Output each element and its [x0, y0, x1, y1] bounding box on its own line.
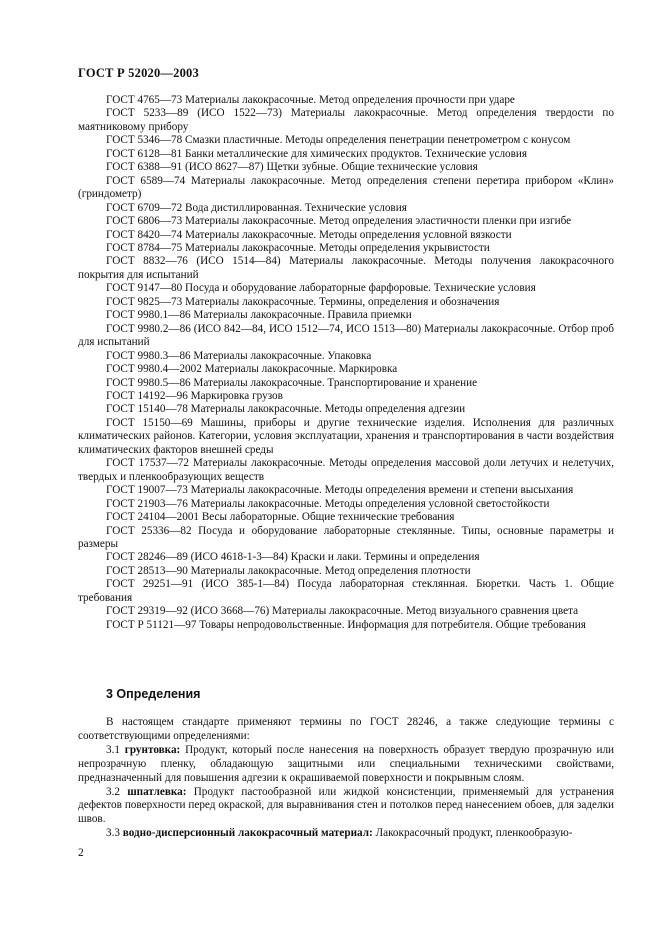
reference-item: ГОСТ 15150—69 Машины, приборы и другие технические изделия. Исполнения для различных климатических районов. Категории, условия эксплуатации, хранения и транспортирования в части воздействия климатических факторов внешней среды — [78, 416, 614, 456]
reference-item: ГОСТ 6589—74 Материалы лакокрасочные. Метод определения степени перетира прибором «Клин» (гриндометр) — [78, 174, 614, 201]
reference-item: ГОСТ 25336—82 Посуда и оборудование лабораторные стеклянные. Типы, основные параметры и размеры — [78, 524, 614, 550]
reference-item: ГОСТ 28246—89 (ИСО 4618-1-3—84) Краски и лаки. Термины и определения — [106, 551, 480, 564]
section-intro: В настоящем стандарте применяют термины по ГОСТ 28246, а также следующие термины с соответствующими определениями: — [78, 716, 614, 742]
reference-item: ГОСТ 9825—73 Материалы лакокрасочные. Термины, определения и обозначения — [106, 295, 500, 308]
reference-item: ГОСТ 9980.2—86 (ИСО 842—84, ИСО 1512—74, ИСО 1513—80) Материалы лакокрасочные. Отбор проб для испытаний — [78, 322, 614, 349]
definition-term: шпатлевка: — [127, 785, 187, 798]
reference-item: ГОСТ Р 51121—97 Товары непродовольственные. Информация для потребителя. Общие требования — [106, 618, 586, 631]
definition-number: 3.1 — [106, 743, 120, 756]
reference-item: ГОСТ 8420—74 Материалы лакокрасочные. Методы определения условной вязкости — [106, 228, 512, 241]
definition-text: Продукт, который после нанесения на поверхность образует твердую прозрачную или непрозрачную пленку, обладающую защитными или специальными техническими свойствами, предназначенный для повышения адгезии к окрашиваемой поверхности и покрывным слоям. — [78, 743, 615, 784]
reference-item: ГОСТ 8832—76 (ИСО 1514—84) Материалы лакокрасочные. Методы получения лакокрасочного покрытия для испытаний — [78, 255, 614, 281]
reference-item: ГОСТ 19007—73 Материалы лакокрасочные. Методы определения времени и степени высыхания — [106, 484, 574, 497]
definition-text: Продукт пастообразной или жидкой консистенции, применяемый для устранения дефектов поверхности перед окраской, для выравнивания стен и потолков перед нанесением обоев, для заделки швов. — [78, 785, 615, 826]
reference-item: ГОСТ 24104—2001 Весы лабораторные. Общие технические требования — [106, 511, 455, 524]
reference-item: ГОСТ 6388—91 (ИСО 8627—87) Щетки зубные. Общие технические условия — [106, 161, 478, 174]
reference-item: ГОСТ 15140—78 Материалы лакокрасочные. Методы определения адгезии — [106, 403, 466, 416]
reference-item: ГОСТ 9980.1—86 Материалы лакокрасочные. Правила приемки — [106, 309, 412, 322]
reference-item: ГОСТ 6709—72 Вода дистиллированная. Технические условия — [106, 201, 407, 214]
definition-term: грунтовка: — [124, 743, 181, 756]
definition-text: Лакокрасочный продукт, пленкообразую- — [375, 827, 573, 840]
reference-item: ГОСТ 29251—91 (ИСО 385-1—84) Посуда лабораторная стеклянная. Бюретки. Часть 1. Общие требования — [78, 578, 614, 604]
definition-item — [78, 827, 614, 841]
reference-item: ГОСТ 6806—73 Материалы лакокрасочные. Метод определения эластичности пленки при изгибе — [106, 215, 572, 228]
reference-item: ГОСТ 28513—90 Материалы лакокрасочные. Метод определения плотности — [106, 564, 471, 577]
document-header: ГОСТ Р 52020—2003 — [78, 66, 199, 80]
definition-number: 3.3 — [106, 827, 120, 840]
reference-item: ГОСТ 8784—75 Материалы лакокрасочные. Методы определения укрывистости — [106, 241, 490, 254]
section-title: 3 Определения — [106, 687, 201, 701]
reference-item: ГОСТ 5233—89 (ИСО 1522—73) Материалы лакокрасочные. Метод определения твердости по маятниковому прибору — [78, 107, 614, 133]
reference-item: ГОСТ 9980.4—2002 Материалы лакокрасочные. Маркировка — [106, 363, 398, 376]
reference-item: ГОСТ 29319—92 (ИСО 3668—76) Материалы лакокрасочные. Метод визуального сравнения цвета — [106, 605, 579, 618]
reference-item: ГОСТ 21903—76 Материалы лакокрасочные. Методы определения условной светостойкости — [106, 497, 550, 510]
reference-item: ГОСТ 5346—78 Смазки пластичные. Методы определения пенетрации пенетрометром с конусом — [106, 134, 571, 147]
reference-item: ГОСТ 14192—96 Маркировка грузов — [106, 389, 283, 402]
reference-item: ГОСТ 9980.5—86 Материалы лакокрасочные. Транспортирование и хранение — [106, 376, 478, 389]
definition-item — [78, 744, 614, 786]
definition-term: водно-дисперсионный лакокрасочный материал: — [122, 827, 373, 840]
reference-item: ГОСТ 6128—81 Банки металлические для химических продуктов. Технические условия — [106, 147, 528, 160]
normative-references-list — [78, 94, 614, 632]
page-number: 2 — [78, 847, 84, 859]
definition-item — [78, 786, 614, 828]
definition-number: 3.2 — [106, 785, 120, 798]
definitions-section — [78, 716, 614, 841]
reference-item: ГОСТ 17537—72 Материалы лакокрасочные. Методы определения массовой доли летучих и нелетучих, твердых и пленкообразующих веществ — [78, 457, 614, 483]
reference-item: ГОСТ 9980.3—86 Материалы лакокрасочные. Упаковка — [106, 349, 372, 362]
reference-item: ГОСТ 9147—80 Посуда и оборудование лабораторные фарфоровые. Технические условия — [106, 282, 536, 295]
reference-item: ГОСТ 4765—73 Материалы лакокрасочные. Метод определения прочности при ударе — [106, 94, 515, 106]
